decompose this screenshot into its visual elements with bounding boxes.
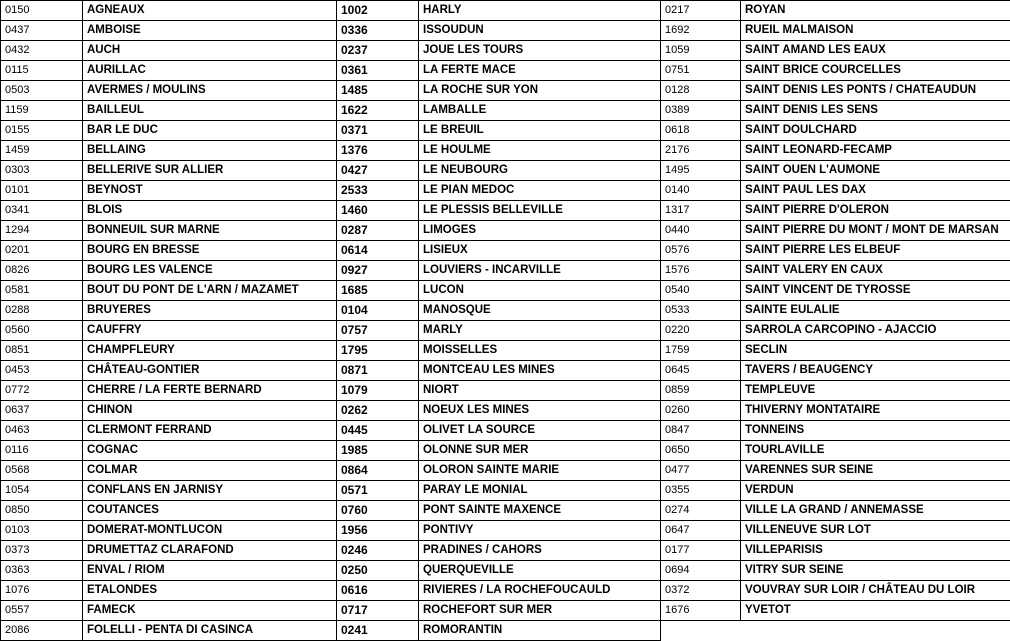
store-name-cell: RIVIERES / LA ROCHEFOUCAULD	[419, 581, 661, 601]
store-name-cell: PONT SAINTE MAXENCE	[419, 501, 661, 521]
store-name-cell: SAINT PAUL LES DAX	[741, 181, 1010, 201]
store-name-cell: VERDUN	[741, 481, 1010, 501]
store-name-cell: DRUMETTAZ CLARAFOND	[83, 541, 337, 561]
store-name-cell: SAINT PIERRE D'OLERON	[741, 201, 1010, 221]
store-name-cell: VARENNES SUR SEINE	[741, 461, 1010, 481]
store-code-cell: 0637	[1, 401, 83, 421]
store-code-cell: 1795	[337, 341, 419, 361]
store-name-cell: LE NEUBOURG	[419, 161, 661, 181]
store-code-cell: 1079	[337, 381, 419, 401]
store-name-cell: AGNEAUX	[83, 1, 337, 21]
store-name-cell: CHÂTEAU-GONTIER	[83, 361, 337, 381]
store-code-cell: 0533	[661, 301, 741, 321]
store-name-cell: SAINT LEONARD-FECAMP	[741, 141, 1010, 161]
store-name-cell: TOURLAVILLE	[741, 441, 1010, 461]
store-name-cell: ROYAN	[741, 1, 1010, 21]
store-name-cell: FAMECK	[83, 601, 337, 621]
table-row	[1, 421, 1010, 441]
store-name-cell: SAINT VALERY EN CAUX	[741, 261, 1010, 281]
store-name-cell: LIMOGES	[419, 221, 661, 241]
store-code-cell: 0571	[337, 481, 419, 501]
store-code-cell: 0104	[337, 301, 419, 321]
table-row	[1, 81, 1010, 101]
store-name-cell: COUTANCES	[83, 501, 337, 521]
store-code-cell: 0772	[1, 381, 83, 401]
store-code-cell: 0477	[661, 461, 741, 481]
store-code-cell: 1054	[1, 481, 83, 501]
store-code-cell: 1495	[661, 161, 741, 181]
store-code-cell: 1676	[661, 601, 741, 621]
store-name-cell: MOISSELLES	[419, 341, 661, 361]
store-code-cell: 0864	[337, 461, 419, 481]
store-name-cell: AUCH	[83, 41, 337, 61]
store-code-cell: 1622	[337, 101, 419, 121]
store-name-cell: RUEIL MALMAISON	[741, 21, 1010, 41]
store-name-cell: LA ROCHE SUR YON	[419, 81, 661, 101]
store-name-cell: SAINT AMAND LES EAUX	[741, 41, 1010, 61]
table-row	[1, 221, 1010, 241]
store-name-cell: SAINT PIERRE LES ELBEUF	[741, 241, 1010, 261]
store-code-cell: 0177	[661, 541, 741, 561]
store-code-cell: 0355	[661, 481, 741, 501]
store-name-cell: LE BREUIL	[419, 121, 661, 141]
empty-cell	[661, 621, 741, 641]
store-code-cell: 0116	[1, 441, 83, 461]
store-code-cell: 0445	[337, 421, 419, 441]
store-code-cell: 0560	[1, 321, 83, 341]
table-row	[1, 61, 1010, 81]
store-name-cell: BAR LE DUC	[83, 121, 337, 141]
store-code-cell: 1759	[661, 341, 741, 361]
table-row	[1, 261, 1010, 281]
store-code-cell: 2176	[661, 141, 741, 161]
store-name-cell: TAVERS / BEAUGENCY	[741, 361, 1010, 381]
store-code-cell: 1059	[661, 41, 741, 61]
store-name-cell: SAINT BRICE COURCELLES	[741, 61, 1010, 81]
store-name-cell: VITRY SUR SEINE	[741, 561, 1010, 581]
store-code-cell: 0576	[661, 241, 741, 261]
store-name-cell: LUCON	[419, 281, 661, 301]
table-row	[1, 581, 1010, 601]
store-name-cell: LAMBALLE	[419, 101, 661, 121]
store-name-cell: BEYNOST	[83, 181, 337, 201]
store-name-cell: CLERMONT FERRAND	[83, 421, 337, 441]
table-row	[1, 1, 1010, 21]
store-name-cell: SAINT DENIS LES SENS	[741, 101, 1010, 121]
store-code-cell: 0241	[337, 621, 419, 641]
store-code-cell: 1692	[661, 21, 741, 41]
store-name-cell: BAILLEUL	[83, 101, 337, 121]
store-name-cell: AMBOISE	[83, 21, 337, 41]
table-row	[1, 361, 1010, 381]
store-name-cell: BOUT DU PONT DE L'ARN / MAZAMET	[83, 281, 337, 301]
store-code-cell: 1294	[1, 221, 83, 241]
store-code-cell: 1076	[1, 581, 83, 601]
store-code-cell: 0288	[1, 301, 83, 321]
store-name-cell: YVETOT	[741, 601, 1010, 621]
table-row	[1, 601, 1010, 621]
store-name-cell: OLORON SAINTE MARIE	[419, 461, 661, 481]
table-row	[1, 481, 1010, 501]
table-row	[1, 321, 1010, 341]
table-row	[1, 241, 1010, 261]
store-code-cell: 0757	[337, 321, 419, 341]
store-name-cell: MONTCEAU LES MINES	[419, 361, 661, 381]
store-code-cell: 0262	[337, 401, 419, 421]
table-row	[1, 161, 1010, 181]
store-code-cell: 0372	[661, 581, 741, 601]
table-row	[1, 141, 1010, 161]
store-code-cell: 0616	[337, 581, 419, 601]
store-name-cell: VILLE LA GRAND / ANNEMASSE	[741, 501, 1010, 521]
store-name-cell: AVERMES / MOULINS	[83, 81, 337, 101]
table-row	[1, 401, 1010, 421]
store-name-cell: CHINON	[83, 401, 337, 421]
store-name-cell: BELLAING	[83, 141, 337, 161]
table-row	[1, 341, 1010, 361]
store-name-cell: SAINT DENIS LES PONTS / CHATEAUDUN	[741, 81, 1010, 101]
store-name-cell: MANOSQUE	[419, 301, 661, 321]
store-name-cell: LE PIAN MEDOC	[419, 181, 661, 201]
store-code-cell: 0274	[661, 501, 741, 521]
store-code-cell: 0371	[337, 121, 419, 141]
store-name-cell: ROCHEFORT SUR MER	[419, 601, 661, 621]
store-name-cell: AURILLAC	[83, 61, 337, 81]
store-name-cell: OLONNE SUR MER	[419, 441, 661, 461]
store-code-cell: 0871	[337, 361, 419, 381]
store-code-cell: 0440	[661, 221, 741, 241]
store-name-cell: BOURG LES VALENCE	[83, 261, 337, 281]
store-code-cell: 0217	[661, 1, 741, 21]
store-name-cell: THIVERNY MONTATAIRE	[741, 401, 1010, 421]
store-name-cell: ETALONDES	[83, 581, 337, 601]
store-code-cell: 0437	[1, 21, 83, 41]
store-name-cell: LA FERTE MACE	[419, 61, 661, 81]
table-row	[1, 41, 1010, 61]
table-row	[1, 121, 1010, 141]
store-name-cell: BOURG EN BRESSE	[83, 241, 337, 261]
table-row	[1, 621, 1010, 641]
store-name-cell: HARLY	[419, 1, 661, 21]
store-code-cell: 0260	[661, 401, 741, 421]
store-name-cell: SAINT PIERRE DU MONT / MONT DE MARSAN	[741, 221, 1010, 241]
store-code-cell: 0341	[1, 201, 83, 221]
store-code-cell: 1159	[1, 101, 83, 121]
store-code-cell: 0826	[1, 261, 83, 281]
empty-cell	[741, 621, 1010, 641]
store-code-cell: 1956	[337, 521, 419, 541]
store-name-cell: SAINT OUEN L'AUMONE	[741, 161, 1010, 181]
store-code-cell: 0150	[1, 1, 83, 21]
store-code-cell: 1460	[337, 201, 419, 221]
store-code-cell: 2533	[337, 181, 419, 201]
store-name-cell: MARLY	[419, 321, 661, 341]
table-row	[1, 381, 1010, 401]
store-code-cell: 0581	[1, 281, 83, 301]
store-name-cell: LOUVIERS - INCARVILLE	[419, 261, 661, 281]
table-row	[1, 201, 1010, 221]
store-name-cell: PONTIVY	[419, 521, 661, 541]
store-code-cell: 0101	[1, 181, 83, 201]
store-code-cell: 0751	[661, 61, 741, 81]
store-name-cell: NOEUX LES MINES	[419, 401, 661, 421]
store-name-cell: BELLERIVE SUR ALLIER	[83, 161, 337, 181]
store-code-cell: 1985	[337, 441, 419, 461]
store-code-cell: 0618	[661, 121, 741, 141]
store-code-cell: 1459	[1, 141, 83, 161]
table-row	[1, 281, 1010, 301]
store-name-cell: JOUE LES TOURS	[419, 41, 661, 61]
store-code-cell: 1485	[337, 81, 419, 101]
store-name-cell: TONNEINS	[741, 421, 1010, 441]
store-code-cell: 0115	[1, 61, 83, 81]
store-code-cell: 0614	[337, 241, 419, 261]
store-code-cell: 0155	[1, 121, 83, 141]
store-name-cell: CONFLANS EN JARNISY	[83, 481, 337, 501]
store-code-cell: 0336	[337, 21, 419, 41]
store-code-cell: 1317	[661, 201, 741, 221]
table-row	[1, 441, 1010, 461]
store-name-cell: SECLIN	[741, 341, 1010, 361]
store-name-cell: ENVAL / RIOM	[83, 561, 337, 581]
store-name-cell: VILLENEUVE SUR LOT	[741, 521, 1010, 541]
store-code-cell: 0250	[337, 561, 419, 581]
table-row	[1, 181, 1010, 201]
store-code-cell: 0503	[1, 81, 83, 101]
store-code-cell: 0287	[337, 221, 419, 241]
store-name-cell: FOLELLI - PENTA DI CASINCA	[83, 621, 337, 641]
store-code-cell: 0201	[1, 241, 83, 261]
store-code-cell: 0389	[661, 101, 741, 121]
store-name-cell: CHERRE / LA FERTE BERNARD	[83, 381, 337, 401]
store-code-cell: 1685	[337, 281, 419, 301]
store-code-cell: 1002	[337, 1, 419, 21]
store-name-cell: CAUFFRY	[83, 321, 337, 341]
store-name-cell: LISIEUX	[419, 241, 661, 261]
table-row	[1, 21, 1010, 41]
store-code-cell: 0859	[661, 381, 741, 401]
store-code-cell: 0927	[337, 261, 419, 281]
table-row	[1, 541, 1010, 561]
store-name-cell: SARROLA CARCOPINO - AJACCIO	[741, 321, 1010, 341]
store-name-cell: PRADINES / CAHORS	[419, 541, 661, 561]
store-name-cell: ROMORANTIN	[419, 621, 661, 641]
store-code-cell: 0140	[661, 181, 741, 201]
store-name-cell: BRUYERES	[83, 301, 337, 321]
store-code-cell: 0128	[661, 81, 741, 101]
store-code-cell: 0694	[661, 561, 741, 581]
store-name-cell: SAINTE EULALIE	[741, 301, 1010, 321]
store-name-cell: COLMAR	[83, 461, 337, 481]
store-code-cell: 0220	[661, 321, 741, 341]
store-name-cell: ISSOUDUN	[419, 21, 661, 41]
store-code-cell: 0760	[337, 501, 419, 521]
store-code-cell: 0363	[1, 561, 83, 581]
table-row	[1, 461, 1010, 481]
store-name-cell: QUERQUEVILLE	[419, 561, 661, 581]
table-row	[1, 101, 1010, 121]
store-code-cell: 0373	[1, 541, 83, 561]
store-code-cell: 0427	[337, 161, 419, 181]
table-row	[1, 521, 1010, 541]
store-code-cell: 0568	[1, 461, 83, 481]
store-code-cell: 0432	[1, 41, 83, 61]
store-code-cell: 0650	[661, 441, 741, 461]
store-code-cell: 0361	[337, 61, 419, 81]
store-name-cell: TEMPLEUVE	[741, 381, 1010, 401]
table-row	[1, 561, 1010, 581]
store-code-cell: 1376	[337, 141, 419, 161]
store-code-cell: 0850	[1, 501, 83, 521]
store-code-cell: 0463	[1, 421, 83, 441]
store-code-cell: 0303	[1, 161, 83, 181]
store-code-cell: 0645	[661, 361, 741, 381]
store-name-cell: COGNAC	[83, 441, 337, 461]
store-name-cell: CHAMPFLEURY	[83, 341, 337, 361]
store-name-cell: PARAY LE MONIAL	[419, 481, 661, 501]
store-code-cell: 1576	[661, 261, 741, 281]
store-code-cell: 0246	[337, 541, 419, 561]
store-code-cell: 0647	[661, 521, 741, 541]
store-code-cell: 0851	[1, 341, 83, 361]
store-code-cell: 2086	[1, 621, 83, 641]
table-row	[1, 501, 1010, 521]
store-code-cell: 0453	[1, 361, 83, 381]
store-name-cell: BONNEUIL SUR MARNE	[83, 221, 337, 241]
store-name-cell: LE HOULME	[419, 141, 661, 161]
store-name-cell: SAINT VINCENT DE TYROSSE	[741, 281, 1010, 301]
store-name-cell: VILLEPARISIS	[741, 541, 1010, 561]
store-name-cell: SAINT DOULCHARD	[741, 121, 1010, 141]
store-code-cell: 0540	[661, 281, 741, 301]
store-name-cell: DOMERAT-MONTLUCON	[83, 521, 337, 541]
table-row	[1, 301, 1010, 321]
store-code-cell: 0237	[337, 41, 419, 61]
store-code-cell: 0717	[337, 601, 419, 621]
store-code-cell: 0847	[661, 421, 741, 441]
store-code-cell: 0103	[1, 521, 83, 541]
store-name-cell: LE PLESSIS BELLEVILLE	[419, 201, 661, 221]
store-name-cell: BLOIS	[83, 201, 337, 221]
store-name-cell: NIORT	[419, 381, 661, 401]
store-table-body	[1, 1, 1010, 641]
store-name-cell: VOUVRAY SUR LOIR / CHÂTEAU DU LOIR	[741, 581, 1010, 601]
store-code-cell: 0557	[1, 601, 83, 621]
store-name-cell: OLIVET LA SOURCE	[419, 421, 661, 441]
